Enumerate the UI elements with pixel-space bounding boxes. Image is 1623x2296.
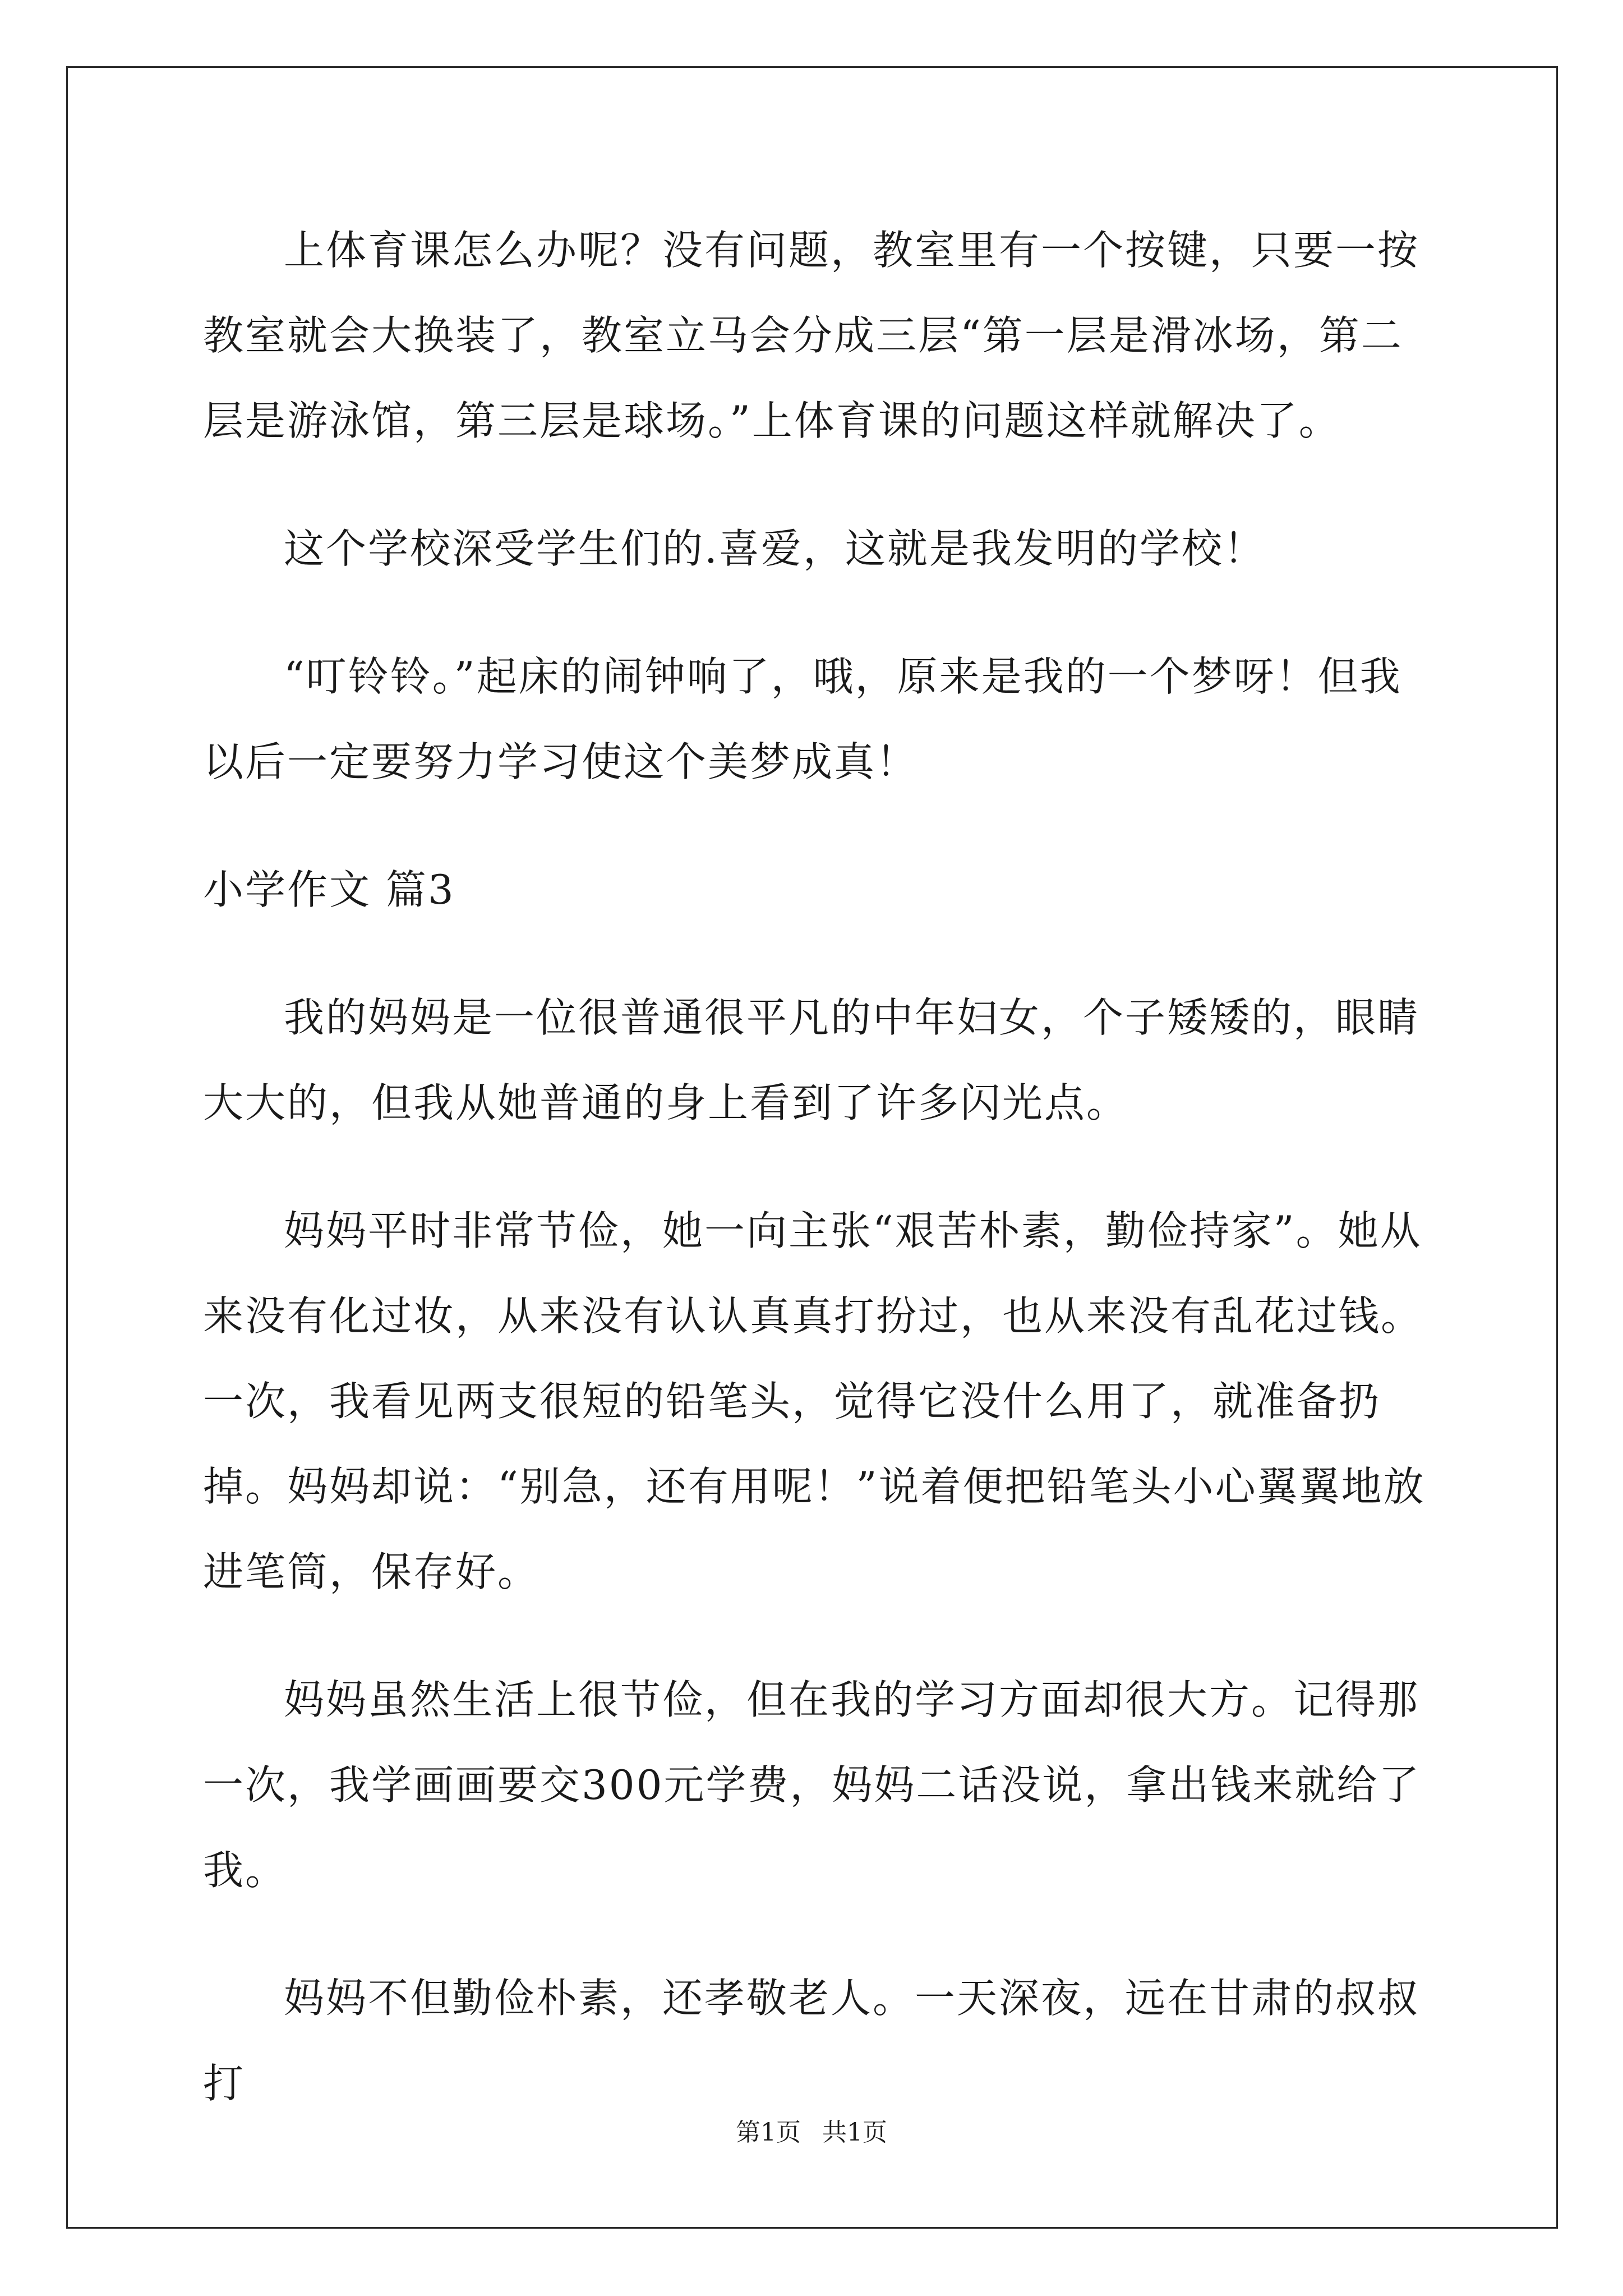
document-body xyxy=(203,208,1437,2169)
paragraph: “叮铃铃。”起床的闹钟响了，哦，原来是我的一个梦呀！但我以后一定要努力学习使这个美梦成真！ xyxy=(203,653,1402,785)
paragraph: 我的妈妈是一位很普通很平凡的中年妇女，个子矮矮的，眼睛大大的，但我从她普通的身上看到了许多闪光点。 xyxy=(203,994,1420,1126)
paragraph: 妈妈平时非常节俭，她一向主张“艰苦朴素，勤俭持家”。她从来没有化过妆，从来没有认认真真打扮过，也从来没有乱花过钱。一次，我看见两支很短的铅笔头，觉得它没什么用了，就准备扔掉。妈妈却说：“别急，还有用呢！”说着便把铅笔头小心翼翼地放进笔筒，保存好。 xyxy=(203,1207,1426,1595)
paragraph: 上体育课怎么办呢？没有问题，教室里有一个按键，只要一按教室就会大换装了，教室立马会分成三层“第一层是滑冰场，第二层是游泳馆，第三层是球场。”上体育课的问题这样就解决了。 xyxy=(203,227,1420,444)
page-total: 共1页 xyxy=(822,2118,887,2147)
page-number: 第1页 xyxy=(736,2118,801,2147)
page-footer xyxy=(0,2112,1623,2148)
paragraph: 妈妈虽然生活上很节俭，但在我的学习方面却很大方。记得那一次，我学画画要交300元学费，妈妈二话没说，拿出钱来就给了我。 xyxy=(203,1676,1421,1894)
paragraph: 妈妈不但勤俭朴素，还孝敬老人。一天深夜，远在甘肃的叔叔打 xyxy=(203,1975,1420,2107)
paragraph: 这个学校深受学生们的.喜爱，这就是我发明的学校！ xyxy=(284,525,1266,572)
section-heading: 小学作文 篇3 xyxy=(203,866,455,913)
